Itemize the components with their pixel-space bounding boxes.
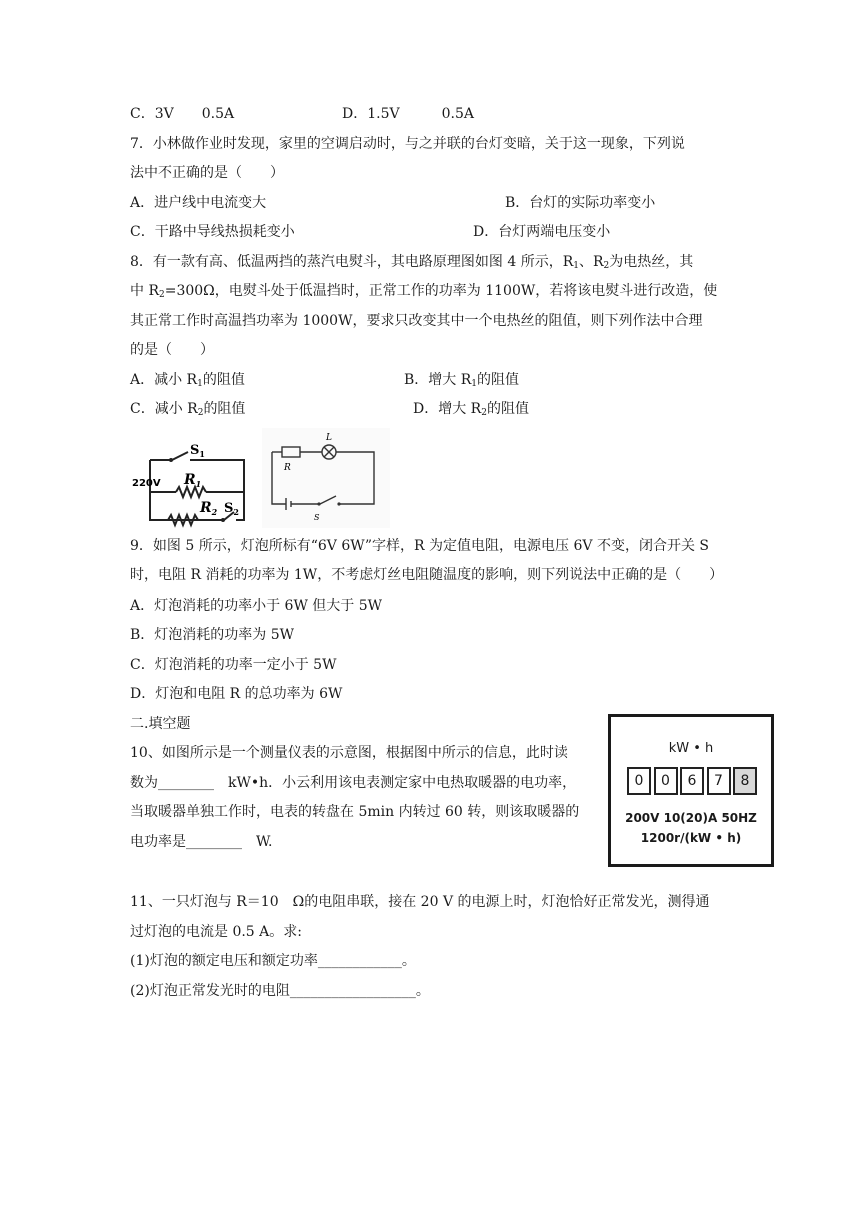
q9-option-c: C．灯泡消耗的功率一定小于 5W — [130, 657, 337, 673]
q7-option-b: B．台灯的实际功率变小 — [505, 195, 656, 211]
q9-option-b: B．灯泡消耗的功率为 5W — [130, 627, 295, 643]
fig5-s-label: S — [314, 513, 320, 522]
q6-option-d: D．1.5V 0.5A — [342, 106, 474, 122]
meter-digit: 6 — [680, 767, 704, 795]
q10-line1: 10、如图所示是一个测量仪表的示意图，根据图中所示的信息，此时读 — [130, 745, 568, 761]
q8-option-d: D．增大 $R_2$的阻值 — [413, 401, 529, 418]
svg-text:R1 — [183, 472, 201, 489]
q8-option-c: C．减小 $R_2$的阻值 — [130, 401, 246, 418]
fig4-s1-sub: 1 — [199, 449, 205, 459]
q7-stem-line2: 法中不正确的是（ ） — [130, 165, 284, 181]
fig4-r1-label: R — [184, 472, 196, 488]
fig4-s1-label: S — [190, 443, 200, 458]
meter-digit-row — [627, 767, 757, 793]
q8-stem-line1: 8．有一款有高、低温两挡的蒸汽电熨斗，其电路原理图如图 4 所示，$R_1$、$R_2$为电热丝，其 — [130, 254, 694, 271]
q11-stem-line1: 11、一只灯泡与 R＝10 Ω的电阻串联，接在 20 V 的电源上时，灯泡恰好正常发光，测得通 — [130, 894, 710, 910]
q8-stem-line4: 的是（ ） — [130, 342, 214, 358]
q9-stem-line2: 时，电阻 R 消耗的功率为 1W，不考虑灯丝电阻随温度的影响，则下列说法中正确的是（ ） — [130, 567, 724, 583]
q8-stem-line3: 其正常工作时高温挡功率为 1000W，要求只改变其中一个电热丝的阻值，则下列作法中合理 — [130, 313, 703, 329]
fig4-r2-label: R — [200, 500, 212, 516]
q7-option-a: A．进户线中电流变大 — [130, 195, 267, 211]
electric-meter-figure — [608, 714, 774, 867]
meter-digit: 7 — [707, 767, 731, 795]
svg-text:R2 — [199, 500, 218, 517]
fig4-s2-sub: 2 — [233, 507, 239, 517]
fig4-s2-label: S — [224, 501, 234, 516]
q7-option-d: D．台灯两端电压变小 — [473, 224, 611, 240]
q11-stem-line2: 过灯泡的电流是 0.5 A。求: — [130, 924, 302, 940]
figure-5-circuit — [262, 428, 390, 528]
q8-stem-line2: 中 $R_2=300\Omega$，电熨斗处于低温挡时，正常工作的功率为 1100W，若将该电熨斗进行改造，使 — [130, 283, 718, 300]
q7-stem-line1: 7．小林做作业时发现，家里的空调启动时，与之并联的台灯变暗，关于这一现象，下列说 — [130, 136, 685, 152]
q9-option-d: D．灯泡和电阻 R 的总功率为 6W — [130, 686, 343, 702]
fig5-l-label: L — [326, 433, 332, 443]
q9-stem-line1: 9．如图 5 所示，灯泡所标有“6V 6W”字样，R 为定值电阻，电源电压 6V 不变，闭合开关 S — [130, 538, 710, 554]
fig4-r2-sub: 2 — [211, 507, 218, 517]
fig4-voltage-label: 220V — [132, 478, 161, 489]
q9-option-a: A．灯泡消耗的功率小于 6W 但大于 5W — [130, 598, 383, 614]
fig5-r-label: R — [284, 463, 291, 473]
svg-text:S2 — [224, 501, 239, 517]
q6-option-c: C．3V 0.5A — [130, 106, 235, 122]
fig4-r1-sub: 1 — [195, 479, 202, 489]
q8-option-a: A．减小 $R_1$的阻值 — [130, 372, 245, 389]
q10-line2: 数为________ kW•h．小云利用该电表测定家中电热取暖器的电功率， — [130, 775, 577, 791]
svg-text:S1 — [190, 443, 205, 459]
meter-unit-label: kW • h — [668, 741, 714, 756]
meter-spec-label: 200V 10(20)A 50HZ — [625, 811, 757, 825]
section-fill-in-heading: 二.填空题 — [130, 716, 191, 732]
q8-option-b: B．增大 $R_1$的阻值 — [404, 372, 520, 389]
q7-option-c: C．干路中导线热损耗变小 — [130, 224, 295, 240]
q10-line3: 当取暖器单独工作时，电表的转盘在 5min 内转过 60 转，则该取暖器的 — [130, 804, 580, 820]
meter-digit-decimal: 8 — [733, 767, 757, 795]
q10-line4: 电功率是________ W. — [130, 834, 273, 850]
q11-part2: (2)灯泡正常发光时的电阻__________________。 — [130, 983, 430, 999]
meter-revolution-label: 1200r/(kW • h) — [640, 831, 742, 845]
meter-digit: 0 — [627, 767, 651, 795]
meter-digit: 0 — [654, 767, 678, 795]
figure-4-circuit — [128, 440, 260, 530]
q11-part1: (1)灯泡的额定电压和额定功率____________。 — [130, 953, 416, 969]
